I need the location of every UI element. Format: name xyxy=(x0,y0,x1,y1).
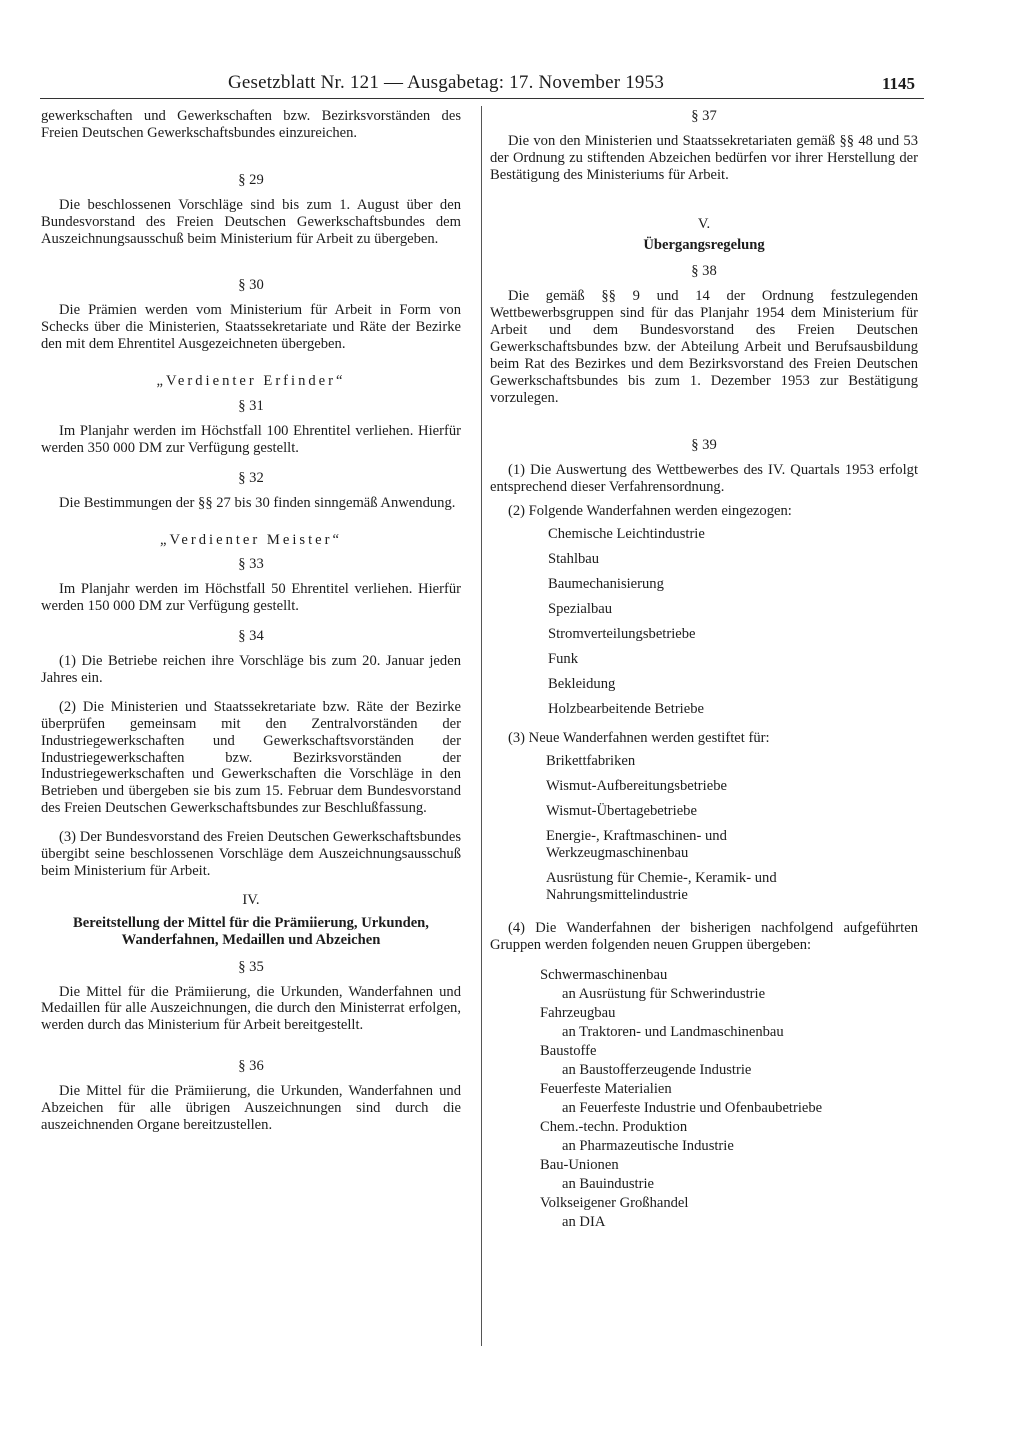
section-32-heading: § 32 xyxy=(238,469,264,486)
transfer-from: Schwermaschinenbau xyxy=(540,967,668,984)
transfer-from: Fahrzeugbau xyxy=(540,1005,616,1022)
transfer-to: an Ausrüstung für Schwerindustrie xyxy=(562,986,766,1003)
header-rule xyxy=(40,98,924,99)
new-flags-list xyxy=(490,749,846,908)
transfer-to: an Bauindustrie xyxy=(562,1176,655,1193)
list-item: Spezialbau xyxy=(548,601,613,618)
list-item: Baumechanisierung xyxy=(548,576,664,593)
list-item: Wismut-Aufbereitungsbetriebe xyxy=(546,778,727,795)
list-item xyxy=(540,1080,918,1118)
list-item: Chemische Leichtindustrie xyxy=(548,526,705,543)
section-31-text: Im Planjahr werden im Höchstfall 100 Ehrentitel verliehen. Hierfür werden 350 000 DM zur Verfügung gestellt. xyxy=(41,422,461,456)
transfer-list xyxy=(490,966,918,1232)
header-title: Gesetzblatt Nr. 121 — Ausgabetag: 17. November 1953 xyxy=(228,72,665,93)
title-verdienter-erfinder: „Verdienter Erfinder“ xyxy=(156,373,346,390)
transfer-from: Bau-Unionen xyxy=(540,1157,619,1174)
section-30-heading: § 30 xyxy=(238,277,264,294)
part-5-title: Übergangsregelung xyxy=(643,236,765,253)
intro-paragraph: gewerkschaften und Gewerkschaften bzw. Bezirksvorständen des Freien Deutschen Gewerkschaftsbundes einzureichen. xyxy=(41,108,461,141)
section-34-paragraph-1: (1) Die Betriebe reichen ihre Vorschläge bis zum 20. Januar jeden Jahres ein. xyxy=(41,653,461,686)
section-30-text: Die Prämien werden vom Ministerium für Arbeit in Form von Schecks über die Ministerien, Staatssekretariate und Räte der Bezirke den mit dem Ehrentitel Ausgezeichneten übergeben. xyxy=(41,302,461,353)
list-item: Holzbearbeitende Betriebe xyxy=(548,701,704,718)
section-39-paragraph-2: (2) Folgende Wanderfahnen werden eingezogen: xyxy=(508,503,792,520)
transfer-from: Feuerfeste Materialien xyxy=(540,1081,672,1098)
transfer-from: Volkseigener Großhandel xyxy=(540,1195,689,1212)
title-verdienter-meister: „Verdienter Meister“ xyxy=(160,531,342,548)
list-item xyxy=(540,1042,918,1080)
left-column xyxy=(41,108,461,1134)
list-item: Funk xyxy=(548,651,579,668)
section-37-heading: § 37 xyxy=(691,108,717,124)
part-5-number: V. xyxy=(697,215,711,232)
list-item: Ausrüstung für Chemie-, Keramik- und Nahrungsmittelindustrie xyxy=(546,870,777,904)
section-33-text: Im Planjahr werden im Höchstfall 50 Ehrentitel verliehen. Hierfür werden 150 000 DM zur Verfügung gestellt. xyxy=(41,581,461,615)
section-34-paragraph-2: (2) Die Ministerien und Staatssekretariate bzw. Räte der Bezirke überprüfen gemeinsam mit den Zentralvorständen der Industriegewerkschaften und Gewerkschaftsvorständen der Industriegewerkschaften bzw. Bezirksvorständen der Industriegewerkschaften und Gewerkschaften die Vorschläge in den Betrieben und übergeben sie bis zum 15. Februar dem Bundesvorstand des Freien Deutschen Gewerkschaftsbundes zur Beschlußfassung. xyxy=(41,698,461,817)
right-column xyxy=(490,108,918,1232)
section-38-text: Die gemäß §§ 9 und 14 der Ordnung festzulegenden Wettbewerbsgruppen sind für das Planjahr 1954 dem Ministerium für Arbeit und dem Bundesvorstand des Freien Deutschen Gewerkschaftsbundes bzw. der Abteilung Arbeit und Berufsausbildung beim Rat des Bezirkes und dem Bezirksvorstand des Freien Deutschen Gewerkschaftsbundes bis zum 1. Dezember 1953 zur Bestätigung vorzulegen. xyxy=(490,288,918,406)
list-item: Wismut-Übertagebetriebe xyxy=(546,803,697,820)
part-4-number: IV. xyxy=(242,891,260,908)
section-36-text: Die Mittel für die Prämiierung, die Urkunden, Wanderfahnen und Abzeichen für alle übrigen Auszeichnungen sind durch die auszeichnenden Organe bereitzustellen. xyxy=(41,1083,461,1133)
list-item xyxy=(540,1194,918,1232)
transfer-to: an Feuerfeste Industrie und Ofenbaubetriebe xyxy=(562,1100,823,1117)
list-item: Stahlbau xyxy=(548,551,600,568)
list-item xyxy=(540,1156,918,1194)
section-35-heading: § 35 xyxy=(238,958,264,975)
withdrawn-flags-list xyxy=(490,522,918,722)
section-31-heading: § 31 xyxy=(238,397,264,414)
section-39-heading: § 39 xyxy=(691,436,717,453)
section-34-heading: § 34 xyxy=(238,628,264,645)
list-item: Energie-, Kraftmaschinen- und Werkzeugmaschinenbau xyxy=(546,828,727,862)
list-item: Stromverteilungsbetriebe xyxy=(548,626,696,643)
transfer-to: an DIA xyxy=(562,1214,606,1231)
transfer-to: an Traktoren- und Landmaschinenbau xyxy=(562,1024,784,1041)
section-29-heading: § 29 xyxy=(238,171,264,188)
section-39-paragraph-3: (3) Neue Wanderfahnen werden gestiftet für: xyxy=(508,730,770,747)
column-divider xyxy=(481,106,482,1346)
part-4-title: Bereitstellung der Mittel für die Prämiierung, Urkunden, Wanderfahnen, Medaillen und Abzeichen xyxy=(73,914,429,948)
section-34-paragraph-3: (3) Der Bundesvorstand des Freien Deutschen Gewerkschaftsbundes übergibt seine beschlossenen Vorschläge dem Auszeichnungsausschuß beim Ministerium für Arbeit. xyxy=(41,829,461,879)
section-39-paragraph-4: (4) Die Wanderfahnen der bisherigen nachfolgend aufgeführten Gruppen werden folgenden neuen Gruppen übergeben: xyxy=(490,920,918,954)
list-item xyxy=(540,1118,918,1156)
list-item xyxy=(540,966,918,1004)
transfer-from: Baustoffe xyxy=(540,1043,597,1060)
section-32-text: Die Bestimmungen der §§ 27 bis 30 finden sinngemäß Anwendung. xyxy=(59,494,456,511)
page-number: 1145 xyxy=(882,74,916,93)
list-item: Brikettfabriken xyxy=(546,753,636,770)
section-39-paragraph-1: (1) Die Auswertung des Wettbewerbes des IV. Quartals 1953 erfolgt entsprechend dieser Verfahrensordnung. xyxy=(490,461,918,495)
section-35-text: Die Mittel für die Prämiierung, die Urkunden, Wanderfahnen und Medaillen für alle Auszeichnungen, die durch den Ministerrat erfolgen, werden durch das Ministerium für Arbeit bereitgestellt. xyxy=(41,983,461,1034)
section-29-text: Die beschlossenen Vorschläge sind bis zum 1. August über den Bundesvorstand des Freien Deutschen Gewerkschaftsbundes dem Auszeichnungsausschuß beim Ministerium für Arbeit zu übergeben. xyxy=(41,196,461,247)
list-item xyxy=(540,1004,918,1042)
section-38-heading: § 38 xyxy=(691,263,717,280)
section-36-heading: § 36 xyxy=(238,1058,264,1075)
transfer-from: Chem.-techn. Produktion xyxy=(540,1119,688,1136)
transfer-to: an Pharmazeutische Industrie xyxy=(562,1138,734,1155)
list-item: Bekleidung xyxy=(548,676,616,693)
section-37-text: Die von den Ministerien und Staatssekretariaten gemäß §§ 48 und 53 der Ordnung zu stiftenden Abzeichen bedürfen vor ihrer Herstellung der Bestätigung des Ministeriums für Arbeit. xyxy=(490,132,918,183)
section-33-heading: § 33 xyxy=(238,556,264,573)
transfer-to: an Baustofferzeugende Industrie xyxy=(562,1062,752,1079)
